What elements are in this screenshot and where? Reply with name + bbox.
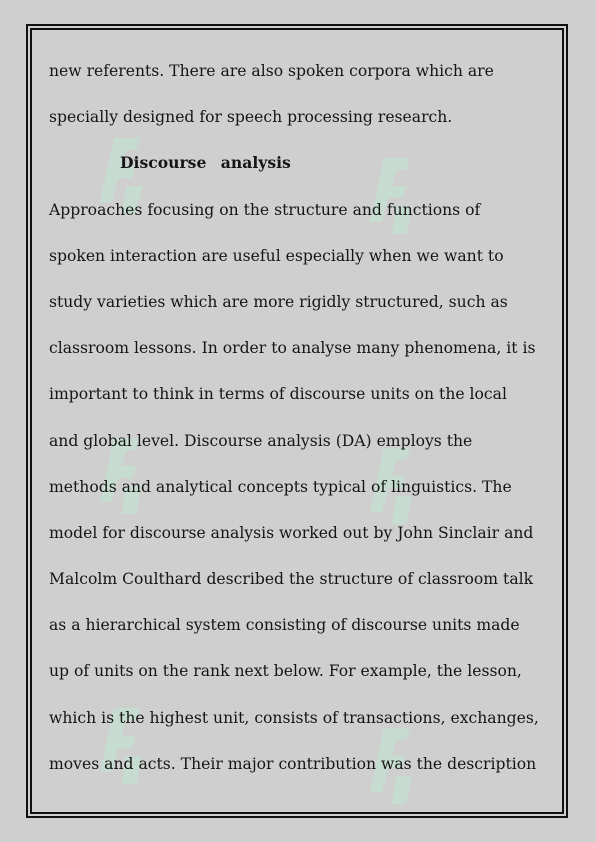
text-line: classroom lessons. In order to analyse many phenomena, it is bbox=[49, 339, 536, 358]
text-line: as a hierarchical system consisting of discourse units made bbox=[49, 616, 520, 635]
text-line: spoken interaction are useful especially when we want to bbox=[49, 246, 504, 265]
text-line: study varieties which are more rigidly structured, such as bbox=[49, 292, 508, 311]
text-line: which is the highest unit, consists of transactions, exchanges, bbox=[49, 708, 539, 727]
text-line: new referents. There are also spoken corpora which are bbox=[49, 62, 494, 80]
text-line: important to think in terms of discourse units on the local bbox=[49, 385, 507, 404]
text-line: up of units on the rank next below. For example, the lesson, bbox=[49, 662, 522, 681]
text-line: Malcolm Coulthard described the structure of classroom talk bbox=[49, 570, 534, 589]
text-line: Approaches focusing on the structure and functions of bbox=[49, 200, 481, 219]
text-line: methods and analytical concepts typical of linguistics. The bbox=[49, 477, 512, 496]
text-line: and global level. Discourse analysis (DA) employs the bbox=[49, 431, 473, 450]
text-line: specially designed for speech processing research. bbox=[49, 108, 453, 127]
document-text bbox=[49, 52, 559, 791]
text-line: model for discourse analysis worked out by John Sinclair and bbox=[49, 523, 534, 542]
section-heading: Discourse analysis bbox=[120, 153, 291, 173]
text-line: moves and acts. Their major contribution was the description bbox=[49, 754, 537, 773]
